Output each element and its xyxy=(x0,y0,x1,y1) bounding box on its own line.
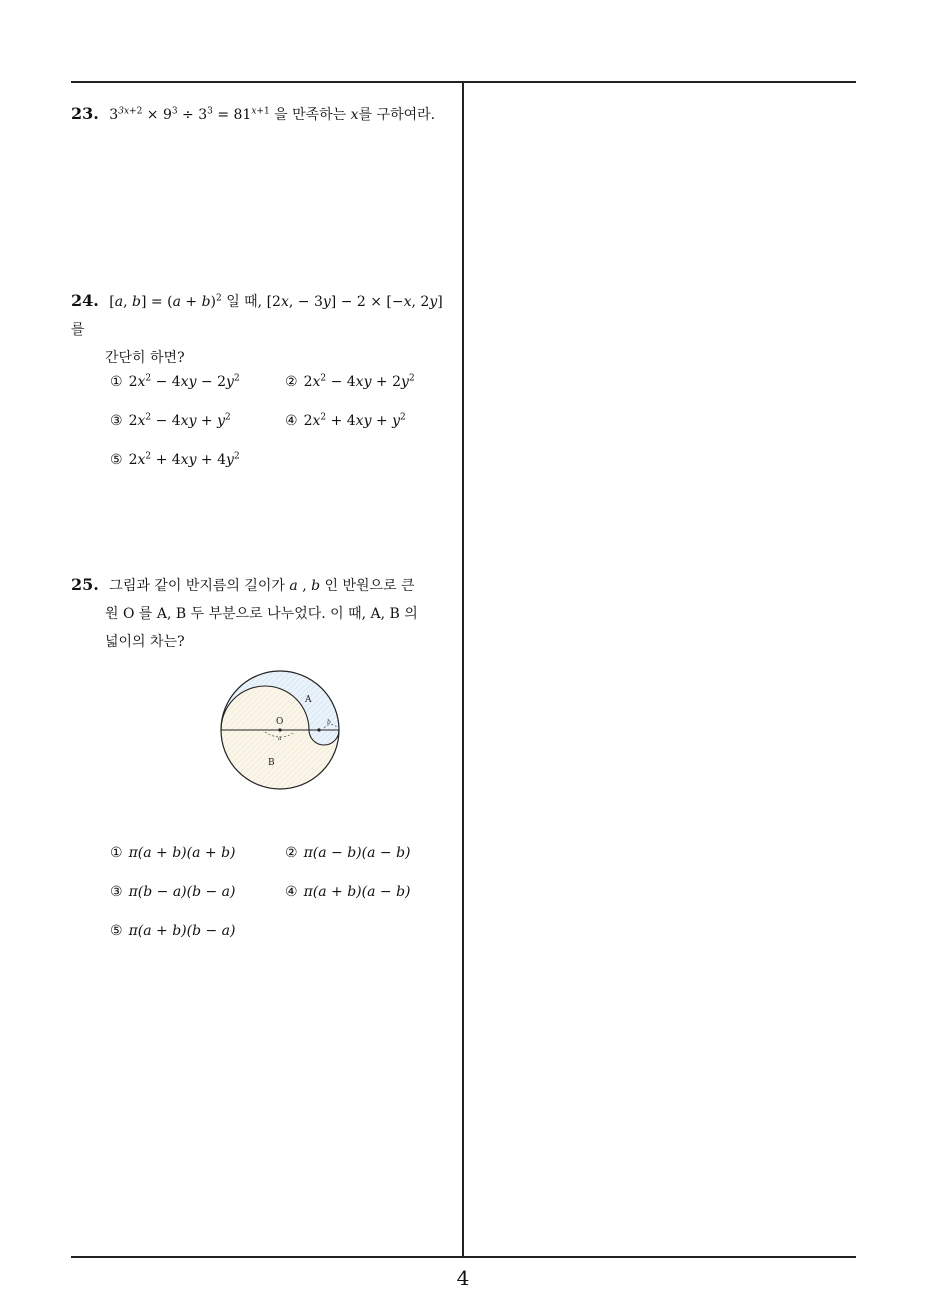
problem-24 xyxy=(71,287,456,372)
var-b: b xyxy=(311,578,321,594)
page-number: 4 xyxy=(456,1266,470,1290)
choice-text: $2x^2 - 4xy - 2y^2$ xyxy=(128,373,240,390)
problem-variable: x xyxy=(350,107,359,123)
yin-yang-figure xyxy=(216,666,344,794)
choice-mark: ③ xyxy=(110,413,123,429)
choice-text: π(a + b)(b − a) xyxy=(128,923,236,939)
problem-text-end: 를 구하여라. xyxy=(358,107,436,123)
choice-mark: ⑤ xyxy=(110,452,123,468)
choice-mark: ① xyxy=(110,845,123,861)
label-O: O xyxy=(276,717,284,727)
choice-1[interactable] xyxy=(110,845,236,861)
choice-text: $2x^2 + 4xy + 4y^2$ xyxy=(128,451,240,468)
label-B: B xyxy=(268,758,275,768)
column-divider xyxy=(462,82,464,1258)
problem-number: 25. xyxy=(71,575,99,594)
problem-expression: [2x, − 3y] − 2 × [−x, 2y] xyxy=(266,294,443,310)
choice-mark: ② xyxy=(285,374,298,390)
problem-number: 24. xyxy=(71,291,99,310)
choice-text: π(b − a)(b − a) xyxy=(128,884,236,900)
choice-2[interactable] xyxy=(285,845,411,861)
problem-text-end: 를 xyxy=(71,322,85,338)
choice-text: π(a − b)(a − b) xyxy=(303,845,411,861)
choice-text: $2x^2 - 4xy + y^2$ xyxy=(128,412,231,429)
var-a: a xyxy=(289,578,298,594)
problem-text-line3: 넓이의 차는? xyxy=(105,634,185,650)
choice-mark: ④ xyxy=(285,413,298,429)
label-a: a xyxy=(278,735,282,742)
problem-25 xyxy=(71,571,456,656)
problem-text: 을 만족하는 xyxy=(274,107,347,123)
choice-1[interactable] xyxy=(110,374,240,390)
label-A: A xyxy=(305,695,312,705)
problem-equation: $3^{3x+2} \times 9^3 \div 3^3 = 81^{x+1}$ xyxy=(109,106,270,123)
bottom-rule xyxy=(71,1256,856,1258)
problem-text-line2: 간단히 하면? xyxy=(105,350,185,366)
choice-text: $2x^2 + 4xy + y^2$ xyxy=(303,412,406,429)
top-rule xyxy=(71,81,856,83)
choice-text: $2x^2 - 4xy + 2y^2$ xyxy=(303,373,415,390)
center-o xyxy=(278,728,281,731)
choice-mark: ① xyxy=(110,374,123,390)
choice-4[interactable] xyxy=(285,884,411,900)
choice-text: π(a + b)(a + b) xyxy=(128,845,236,861)
problem-text: 그림과 같이 반지름의 길이가 xyxy=(109,578,285,594)
center-small xyxy=(317,728,320,731)
choice-2[interactable] xyxy=(285,374,415,390)
choice-4[interactable] xyxy=(285,413,406,429)
problem-number: 23. xyxy=(71,104,99,123)
choice-mark: ③ xyxy=(110,884,123,900)
problem-definition: [a, $b] = (a + b)^2$ xyxy=(109,293,222,310)
choice-3[interactable] xyxy=(110,413,231,429)
choice-3[interactable] xyxy=(110,884,236,900)
separator: , xyxy=(302,578,307,594)
choice-5[interactable] xyxy=(110,923,236,939)
choice-5[interactable] xyxy=(110,452,240,468)
choice-mark: ⑤ xyxy=(110,923,123,939)
problem-text: 일 때, xyxy=(226,294,263,310)
label-b: b xyxy=(327,719,331,726)
choice-mark: ④ xyxy=(285,884,298,900)
choice-mark: ② xyxy=(285,845,298,861)
problem-text-end: 인 반원으로 큰 xyxy=(324,578,415,594)
choice-text: π(a + b)(a − b) xyxy=(303,884,411,900)
problem-text-line2: 원 O 를 A, B 두 부분으로 나누었다. 이 때, A, B 의 xyxy=(105,606,418,622)
problem-23 xyxy=(71,100,456,129)
